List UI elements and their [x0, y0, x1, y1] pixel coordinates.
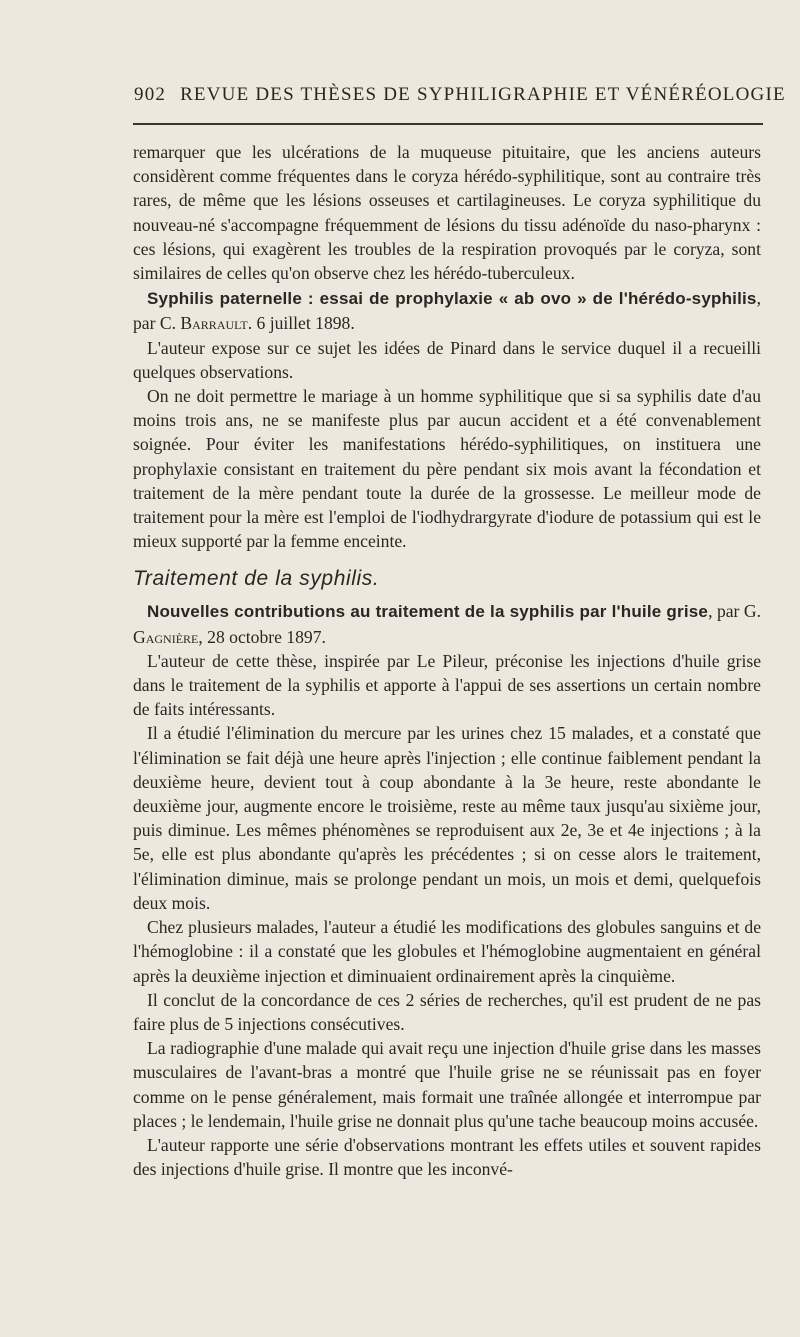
paragraph: Il conclut de la concordance de ces 2 séries de recherches, qu'il est prudent de ne pas faire plus de 5 injections consécutives.: [133, 989, 761, 1034]
paragraph: La radiographie d'une malade qui avait reçu une injection d'huile grise dans les masses musculaires de l'avant-bras a montré que l'huile grise ne se réunissait pas en foyer comme on le pense généralement, mais formait une traînée allongée et interrompue par places ; le lendemain, l'huile grise ne donnait plus qu'une tache beaucoup moins accusée.: [133, 1038, 761, 1131]
article-by: , par C.: [133, 288, 761, 334]
page-number: 902: [134, 84, 167, 105]
section-title: Traitement de la syphilis.: [133, 567, 380, 591]
article-author: Barrault: [180, 313, 248, 334]
article-by: , par G.: [708, 601, 761, 622]
article-author: Gagnière: [133, 626, 199, 647]
paragraph: L'auteur rapporte une série d'observations montrant les effets utiles et souvent rapides des injections d'huile grise. Il montre que les inconvé-: [133, 1134, 761, 1180]
article-heading: [133, 286, 761, 335]
article-date: . 6 juillet 1898.: [247, 313, 355, 334]
paragraph: Chez plusieurs malades, l'auteur a étudié les modifications des globules sanguins et de l'hémoglobine : il a constaté que les globules et l'hémoglobine augmentaient en général après la deuxième injection et diminuaient ordinairement après la cinquième.: [133, 917, 761, 986]
article-title: Syphilis paternelle : essai de prophylaxie « ab ovo » de l'hérédo-syphilis: [147, 289, 757, 309]
paragraph: L'auteur expose sur ce sujet les idées de Pinard dans le service duquel il a recueilli quelques observations.: [133, 337, 761, 382]
paragraph-continued: remarquer que les ulcérations de la muqueuse pituitaire, que les anciens auteurs considèrent comme fréquentes dans le coryza hérédo-syphilitique, sont au contraire très rares, de même que les lésions osseuses et cartilagineuses. Le coryza syphilitique du nouveau-né s'accompagne fréquemment de lésions du tissu adénoïde du naso-pharynx : ces lésions, qui exagèrent les troubles de la respiration provoqués par le coryza, sont similaires de celles qu'on observe chez les hérédo-tuberculeux.: [133, 142, 761, 284]
paragraph: L'auteur de cette thèse, inspirée par Le Pileur, préconise les injections d'huile grise dans le traitement de la syphilis et apporte à l'appui de ses assertions un certain nombre de faits intéressants.: [133, 650, 761, 720]
article-title: Nouvelles contributions au traitement de la syphilis par l'huile grise: [147, 602, 709, 622]
header-rule: [133, 123, 763, 125]
running-header: [134, 84, 786, 106]
paragraph: On ne doit permettre le mariage à un homme syphilitique que si sa syphilis date d'au moins trois ans, ne se manifeste plus par aucun accident et a été convenablement soignée. Pour éviter les manifestations hérédo-syphilitiques, on instituera une prophylaxie consistant en traitement du père pendant six mois avant la fécondation et traitement de la mère pendant toute la durée de la grossesse. Le meilleur mode de traitement pour la mère est l'emploi de l'iodhydrargyrate d'iodure de potassium qui est le mieux supporté par la femme enceinte.: [133, 386, 761, 552]
article-heading: [133, 599, 761, 648]
paragraph: Il a étudié l'élimination du mercure par les urines chez 15 malades, et a constaté que l'élimination se fait déjà une heure après l'injection ; elle continue faiblement pendant la deuxième heure, devient tout à coup abondante à la 3e heure, reste abondante le deuxième jour, augmente encore le troisième, reste au même taux jusqu'au sixième jour, puis diminue. Les mêmes phénomènes se reproduisent aux 2e, 3e et 4e injections ; à la 5e, elle est plus abondante qu'après les précédentes ; si on cesse alors le traitement, l'élimination diminue, mais se prolonge pendant un mois, un mois et demi, quelquefois deux mois.: [133, 723, 761, 913]
article-date: , 28 octobre 1897.: [198, 626, 326, 647]
page-body: [133, 140, 761, 1181]
running-title: REVUE DES THÈSES DE SYPHILIGRAPHIE ET VÉNÉRÉOLOGIE: [180, 84, 786, 105]
